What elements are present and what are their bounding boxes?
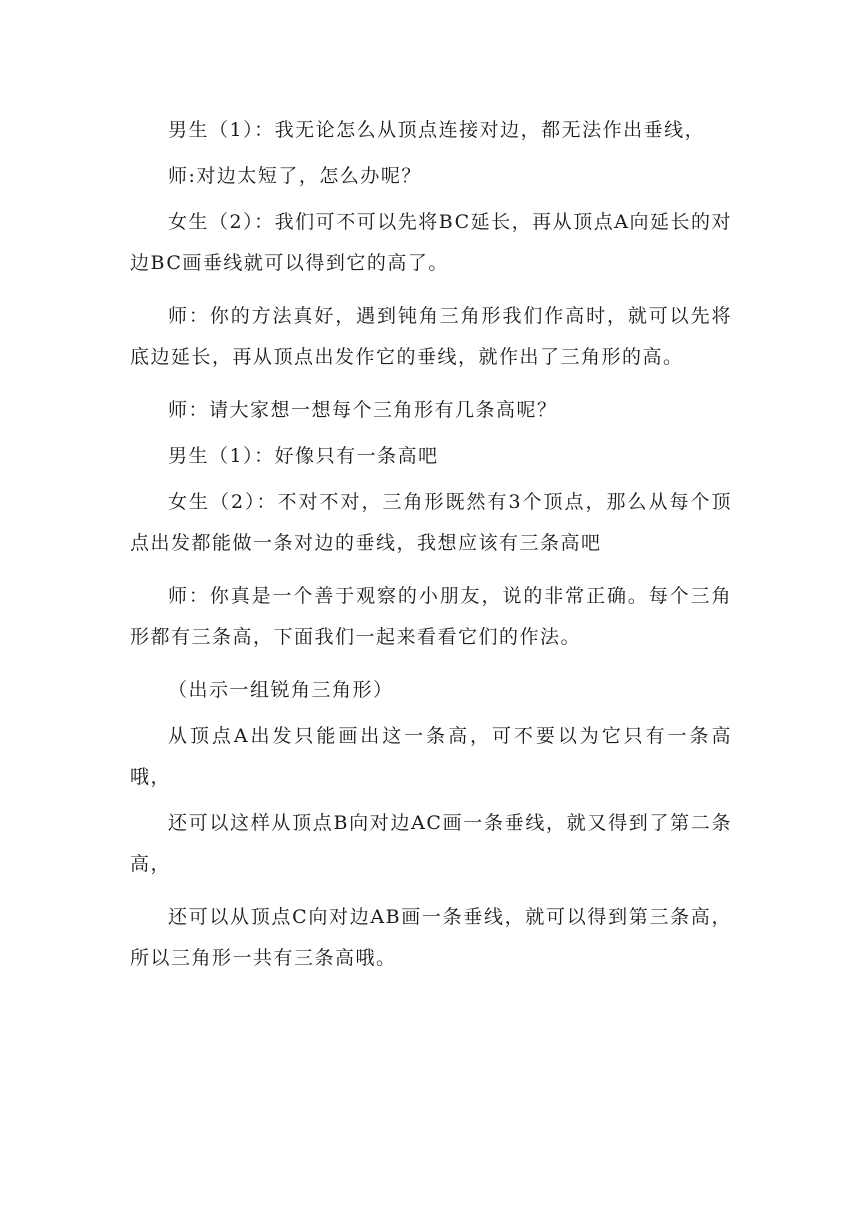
paragraph: 男生（1）：我无论怎么从顶点连接对边，都无法作出垂线，	[168, 119, 706, 141]
paragraph: 女生（2）：不对不对，三角形既然有3个顶点，那么从每个顶点出发都能做一条对边的垂线，我想应该有三条高吧	[130, 491, 732, 554]
paragraph: 还可以这样从顶点B向对边AC画一条垂线，就又得到了第二条高，	[130, 812, 732, 875]
paragraph: 男生（1）：好像只有一条高吧	[168, 445, 439, 467]
paragraph: 从顶点A出发只能画出这一条高，可不要以为它只有一条高哦，	[130, 725, 732, 788]
paragraph: 还可以从顶点C向对边AB画一条垂线，就可以得到第三条高，所以三角形一共有三条高哦。	[130, 906, 732, 969]
paragraph: 师：你的方法真好，遇到钝角三角形我们作高时，就可以先将底边延长，再从顶点出发作它的垂线，就作出了三角形的高。	[130, 305, 732, 368]
paragraph: 师:对边太短了，怎么办呢？	[168, 165, 422, 187]
document-body	[130, 110, 732, 991]
paragraph: 女生（2）：我们可不可以先将BC延长，再从顶点A向延长的对边BC画垂线就可以得到它的高了。	[130, 211, 732, 274]
paragraph: （出示一组锐角三角形）	[168, 679, 394, 701]
paragraph: 师：你真是一个善于观察的小朋友，说的非常正确。每个三角形都有三条高，下面我们一起来看看它们的作法。	[130, 585, 732, 648]
paragraph: 师：请大家想一想每个三角形有几条高呢？	[168, 399, 558, 421]
